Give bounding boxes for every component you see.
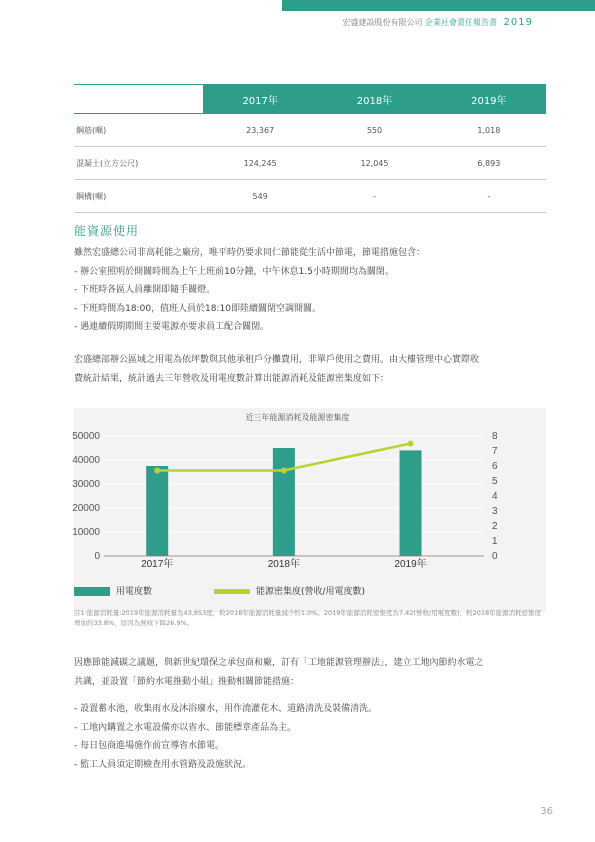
y2-tick-label: 1 [492, 536, 498, 547]
list-item: - 遇連續假期期間主要電源亦要求員工配合關閉。 [74, 322, 270, 332]
list-item: - 監工人員須定期檢查用水管路及設施狀況。 [74, 759, 252, 770]
list-item: - 工地內購置之水電設備亦以省水、節能標章產品為主。 [74, 722, 297, 733]
density-point [281, 468, 287, 474]
y-tick-label: 40000 [72, 455, 100, 466]
table-cell: 1,018 [432, 114, 546, 147]
chart-footnote: 註1:能源消耗量:2019年能源消耗量為43,853度，較2018年能源消耗量減少約1.0%。2019年能源消耗密集度為7.42(營收/用電度數)，較2018年能源消耗密集度增加約33.8%，原因為營收下降26.9%。 [74, 609, 542, 627]
table-cell: 549 [203, 180, 317, 213]
list-item: - 每日包商進場施作前宣導省水節電。 [74, 741, 225, 751]
legend-item-bar [74, 584, 152, 597]
table-cell: 12,045 [317, 147, 431, 180]
energy-measures-paragraph [74, 244, 425, 337]
x-tick-label: 2018年 [267, 559, 300, 570]
measures-list [74, 263, 425, 337]
table-cell: 124,245 [203, 147, 317, 180]
legend-swatch-bar [74, 587, 110, 596]
report-title: 企業社會責任報告書 [425, 18, 497, 27]
paragraph-line: 共識，並設置「節約水電推動小組」推動相關節能措施： [74, 676, 300, 687]
list-item: - 下班時各區人員離開即隨手關燈。 [74, 285, 216, 295]
y2-tick-label: 4 [492, 491, 498, 502]
table-row [74, 147, 546, 180]
table-row [74, 180, 546, 213]
y-tick-label: 10000 [72, 527, 100, 538]
site-measures-list [74, 700, 484, 774]
density-point [408, 441, 414, 447]
y-tick-label: 0 [94, 551, 100, 562]
page-number: 36 [540, 806, 553, 817]
chart-title: 近三年能源消耗及能源密集度 [245, 413, 350, 422]
legend-label-line: 能源密集度(營收/用電度數) [256, 587, 366, 597]
y2-tick-label: 0 [492, 551, 498, 562]
y2-tick-label: 8 [492, 431, 498, 442]
energy-chart [74, 428, 546, 578]
header-accent-bar [282, 0, 595, 11]
paragraph-line: 費統計結果，統計過去三年營收及用電度數計算出能源消耗及能源密集度如下： [74, 373, 390, 384]
table-cell: - [432, 180, 546, 213]
table-header-2018: 2018年 [317, 85, 431, 114]
legend-swatch-line [214, 589, 250, 594]
legend-item-line [214, 584, 365, 597]
legend-label-bar: 用電度數 [116, 587, 153, 597]
y-tick-label: 30000 [72, 479, 100, 490]
company-name: 宏盛建設股份有限公司 [342, 18, 423, 27]
table-corner-cell [74, 85, 203, 114]
row-label: 鋼構(噸) [74, 180, 203, 213]
section-title: 能資源使用 [74, 224, 140, 238]
density-point [154, 468, 160, 474]
table-cell: 23,367 [203, 114, 317, 147]
list-item: - 辦公室照明於開關時間為上午上班前10分鐘，中午休息1.5小時期間均為關閉。 [74, 266, 394, 277]
y-tick-label: 50000 [72, 431, 100, 442]
bar [273, 448, 295, 556]
table-header-row [74, 85, 546, 114]
report-year: 2019 [503, 17, 533, 28]
x-tick-label: 2019年 [394, 559, 427, 570]
site-energy-paragraph [74, 654, 484, 774]
y-tick-label: 20000 [72, 503, 100, 514]
table-cell: - [317, 180, 431, 213]
table-header-2019: 2019年 [432, 85, 546, 114]
row-label: 鋼筋(噸) [74, 114, 203, 147]
table-header-2017: 2017年 [203, 85, 317, 114]
x-tick-label: 2017年 [141, 559, 174, 570]
paragraph-line: 宏盛總部辦公區域之用電為依坪數與其他承租戶分攤費用，非單戶使用之費用。由大樓管理中心實際收 [74, 355, 480, 365]
list-item: - 設置蓄水池，收集雨水及沐浴廢水，用作澆灌花木、道路清洗及裝備清洗。 [74, 704, 378, 714]
paragraph-line: 因應節能減碳之議題，與新世紀環保之承包商和廠，訂有「工地能源管理辦法」，建立工地內節約水電之 [74, 658, 484, 668]
y2-tick-label: 6 [492, 461, 498, 472]
table-row [74, 114, 546, 147]
chart-legend [74, 584, 546, 600]
y2-tick-label: 7 [492, 446, 498, 457]
list-item: - 下班時間為18:00，值班人員於18:10即陸續關閉空調開關。 [74, 303, 321, 314]
table-cell: 550 [317, 114, 431, 147]
materials-table [74, 84, 546, 213]
row-label: 混凝土(立方公尺) [74, 147, 203, 180]
electricity-paragraph [74, 351, 479, 388]
bar [400, 450, 422, 556]
paragraph-intro: 雖然宏盛總公司非高耗能之廠房，唯平時仍要求同仁節能從生活中節電，節電措施包含： [74, 248, 426, 258]
y2-tick-label: 5 [492, 476, 498, 487]
y2-tick-label: 2 [492, 521, 498, 532]
y2-tick-label: 3 [492, 506, 498, 517]
document-header [342, 17, 533, 28]
bar [146, 466, 168, 556]
table-cell: 6,893 [432, 147, 546, 180]
